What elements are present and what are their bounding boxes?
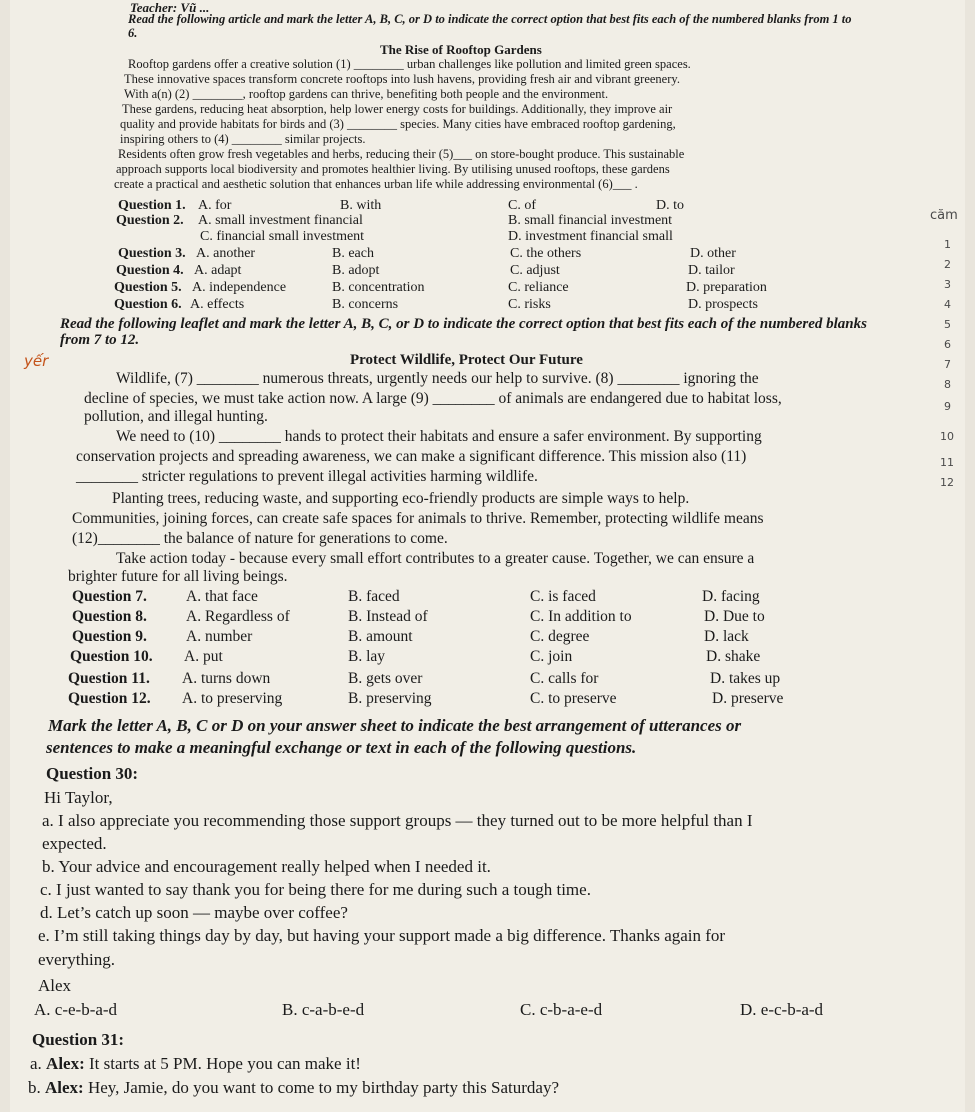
answer-option-c[interactable]: C. adjust xyxy=(510,263,560,278)
sentence-c: c. I just wanted to say thank you for being there for me during such a tough time. xyxy=(40,880,591,899)
leaflet-line: conservation projects and spreading awareness, we can make a significant difference. This mission also (11) xyxy=(76,448,747,465)
option-c[interactable]: C. c-b-a-e-d xyxy=(520,1000,603,1019)
speaker: Alex: xyxy=(46,1054,85,1073)
margin-note: 10 xyxy=(940,430,954,443)
dialogue-line-b xyxy=(28,1078,559,1098)
leaflet-line: (12)________ the balance of nature for generations to come. xyxy=(72,530,448,547)
sentence-d: d. Let’s catch up soon — maybe over coffee? xyxy=(40,903,348,922)
article-line: quality and provide habitats for birds and (3) ________ species. Many cities have embraced rooftop gardening, xyxy=(120,117,676,131)
answer-option-c[interactable]: C. join xyxy=(530,648,573,665)
margin-note: yếr xyxy=(24,352,49,370)
answer-option-b[interactable]: B. lay xyxy=(348,648,386,665)
answer-option-a[interactable]: A. small investment financial xyxy=(198,213,363,228)
option-d[interactable]: D. e-c-b-a-d xyxy=(740,1000,824,1019)
answer-option-a[interactable]: A. Regardless of xyxy=(186,608,290,625)
article-line: approach supports local biodiversity and promotes healthier living. By utilising unused rooftops, these gardens xyxy=(116,162,670,176)
answer-option-c[interactable]: C. risks xyxy=(508,297,551,312)
margin-note: 7 xyxy=(944,358,951,371)
answer-option-b[interactable]: B. amount xyxy=(348,628,413,645)
answer-option-c[interactable]: C. In addition to xyxy=(530,608,632,625)
option-a[interactable]: A. c-e-b-a-d xyxy=(34,1000,118,1019)
question-label: Question 8. xyxy=(72,608,147,625)
answer-option-d[interactable]: D. to xyxy=(656,198,684,213)
article-line: Rooftop gardens offer a creative solution (1) ________ urban challenges like pollution and limited green spaces. xyxy=(128,57,691,71)
sentence-a: a. I also appreciate you recommending those support groups — they turned out to be more helpful than I xyxy=(42,811,753,830)
margin-note: 4 xyxy=(944,298,951,311)
margin-note: 6 xyxy=(944,338,951,351)
margin-note: 1 xyxy=(944,238,951,251)
article-line: With a(n) (2) ________, rooftop gardens can thrive, benefiting both people and the environment. xyxy=(124,87,609,101)
question-31-label: Question 31: xyxy=(32,1030,125,1049)
answer-option-c[interactable]: C. degree xyxy=(530,628,590,645)
instruction-3-line: sentences to make a meaningful exchange or text in each of the following questions. xyxy=(46,738,637,757)
answer-option-d[interactable]: D. tailor xyxy=(688,263,735,278)
question-label: Question 1. xyxy=(118,198,186,213)
margin-note: 2 xyxy=(944,258,951,271)
question-label: Question 4. xyxy=(116,263,184,278)
line-text: It starts at 5 PM. Hope you can make it! xyxy=(84,1054,361,1073)
question-30-label: Question 30: xyxy=(46,764,139,783)
speaker: Alex: xyxy=(45,1078,84,1097)
answer-option-d[interactable]: D. facing xyxy=(702,588,760,605)
answer-option-a[interactable]: A. adapt xyxy=(194,263,242,278)
answer-option-b[interactable]: B. adopt xyxy=(332,263,380,278)
answer-option-a[interactable]: A. turns down xyxy=(182,670,271,687)
answer-option-b[interactable]: B. concerns xyxy=(332,297,399,312)
article-line: Residents often grow fresh vegetables and herbs, reducing their (5)___ on store-bought produce. This sustainable xyxy=(118,147,685,161)
leaflet-line: Wildlife, (7) ________ numerous threats, urgently needs our help to survive. (8) ________ ignoring the xyxy=(116,370,759,387)
answer-option-b[interactable]: B. Instead of xyxy=(348,608,428,625)
answer-option-a[interactable]: A. effects xyxy=(190,297,245,312)
answer-option-d[interactable]: D. shake xyxy=(706,648,761,665)
worksheet-page xyxy=(10,0,965,1112)
article-line: inspiring others to (4) ________ similar projects. xyxy=(120,132,366,146)
answer-option-a[interactable]: A. put xyxy=(184,648,223,665)
option-b[interactable]: B. c-a-b-e-d xyxy=(282,1000,365,1019)
answer-option-a[interactable]: A. independence xyxy=(192,280,287,295)
article-line: create a practical and aesthetic solution that enhances urban life while addressing environmental (6)___ . xyxy=(114,177,638,191)
article-title: The Rise of Rooftop Gardens xyxy=(380,42,542,57)
answer-option-c[interactable]: C. reliance xyxy=(508,280,569,295)
article-line: These innovative spaces transform concrete rooftops into lush havens, providing fresh air and vibrant greenery. xyxy=(124,72,680,86)
margin-note: 11 xyxy=(940,456,954,469)
answer-option-a[interactable]: A. that face xyxy=(186,588,258,605)
question-label: Question 6. xyxy=(114,297,182,312)
leaflet-line: Communities, joining forces, can create safe spaces for animals to thrive. Remember, protecting wildlife means xyxy=(72,510,764,527)
article-line: These gardens, reducing heat absorption, help lower energy costs for buildings. Additionally, they improve air xyxy=(122,102,673,116)
leaflet-line: Take action today - because every small effort contributes to a greater cause. Together, we can ensure a xyxy=(116,550,755,567)
answer-option-a[interactable]: A. for xyxy=(198,198,232,213)
question-label: Question 3. xyxy=(118,246,186,261)
question-label: Question 9. xyxy=(72,628,147,645)
margin-note: 8 xyxy=(944,378,951,391)
instruction-2: Read the following leaflet and mark the letter A, B, C, or D to indicate the correct option that best fits each of the numbered blanks from 7 to 12. xyxy=(60,316,867,348)
answer-option-a[interactable]: A. to preserving xyxy=(182,690,283,707)
leaflet-line: We need to (10) ________ hands to protect their habitats and ensure a safer environment. By supporting xyxy=(116,428,762,445)
sentence-a-cont: expected. xyxy=(42,834,107,853)
answer-option-d[interactable]: D. other xyxy=(690,246,736,261)
answer-option-b[interactable]: B. concentration xyxy=(332,280,425,295)
answer-option-c[interactable]: C. is faced xyxy=(530,588,596,605)
line-prefix: b. xyxy=(28,1078,45,1097)
answer-option-d[interactable]: D. Due to xyxy=(704,608,765,625)
instruction-1: Read the following article and mark the letter A, B, C, or D to indicate the correct option that best fits each of the numbered blanks from 1 to 6. xyxy=(128,12,852,40)
question-label: Question 11. xyxy=(68,670,150,687)
answer-option-d[interactable]: D. preserve xyxy=(712,690,784,707)
answer-option-d[interactable]: D. takes up xyxy=(710,670,781,687)
question-label: Question 5. xyxy=(114,280,182,295)
margin-note: căm xyxy=(930,208,958,223)
leaflet-line: brighter future for all living beings. xyxy=(68,568,288,585)
answer-option-c[interactable]: D. investment financial small xyxy=(508,229,673,244)
question-label: Question 12. xyxy=(68,690,151,707)
leaflet-line: pollution, and illegal hunting. xyxy=(84,408,268,425)
answer-option-b[interactable]: B. gets over xyxy=(348,670,423,687)
letter-signature: Alex xyxy=(38,976,72,995)
answer-option-d[interactable]: D. preparation xyxy=(686,280,767,295)
answer-option-a[interactable]: A. number xyxy=(186,628,253,645)
sentence-b: b. Your advice and encouragement really helped when I needed it. xyxy=(42,857,491,876)
answer-option-b[interactable]: B. with xyxy=(340,198,382,213)
sentence-e-cont: everything. xyxy=(38,950,115,969)
question-label: Question 7. xyxy=(72,588,147,605)
answer-option-c[interactable]: B. small financial investment xyxy=(508,213,673,228)
answer-option-c[interactable]: C. of xyxy=(508,198,536,213)
question-label: Question 10. xyxy=(70,648,153,665)
letter-greeting: Hi Taylor, xyxy=(44,788,113,807)
answer-option-c[interactable]: C. the others xyxy=(510,246,582,261)
margin-note: 12 xyxy=(940,476,954,489)
margin-note: 5 xyxy=(944,318,951,331)
answer-option-b[interactable]: B. preserving xyxy=(348,690,432,707)
answer-option-c[interactable]: C. to preserve xyxy=(530,690,617,707)
question-label: Question 2. xyxy=(116,213,184,228)
answer-option-a[interactable]: A. another xyxy=(196,246,256,261)
leaflet-line: ________ stricter regulations to prevent illegal activities harming wildlife. xyxy=(76,468,538,485)
margin-note: 9 xyxy=(944,400,951,413)
instruction-3-line: Mark the letter A, B, C or D on your answer sheet to indicate the best arrangement of utterances or xyxy=(48,716,742,735)
answer-option-c[interactable]: C. calls for xyxy=(530,670,599,687)
leaflet-title: Protect Wildlife, Protect Our Future xyxy=(350,352,583,368)
leaflet-line: decline of species, we must take action now. A large (9) ________ of animals are endangered due to habitat loss, xyxy=(84,390,782,407)
answer-option-a[interactable]: C. financial small investment xyxy=(200,229,365,244)
teacher-label: Teacher: Vũ ... xyxy=(130,0,210,15)
answer-option-b[interactable]: B. each xyxy=(332,246,374,261)
dialogue-line-a xyxy=(30,1054,361,1074)
answer-option-d[interactable]: D. prospects xyxy=(688,297,758,312)
margin-note: 3 xyxy=(944,278,951,291)
line-text: Hey, Jamie, do you want to come to my birthday party this Saturday? xyxy=(83,1078,559,1097)
line-prefix: a. xyxy=(30,1054,47,1073)
leaflet-line: Planting trees, reducing waste, and supporting eco-friendly products are simple ways to help. xyxy=(112,490,690,507)
answer-option-d[interactable]: D. lack xyxy=(704,628,749,645)
sentence-e: e. I’m still taking things day by day, but having your support made a big difference. Thanks again for xyxy=(38,926,726,945)
answer-option-b[interactable]: B. faced xyxy=(348,588,400,605)
